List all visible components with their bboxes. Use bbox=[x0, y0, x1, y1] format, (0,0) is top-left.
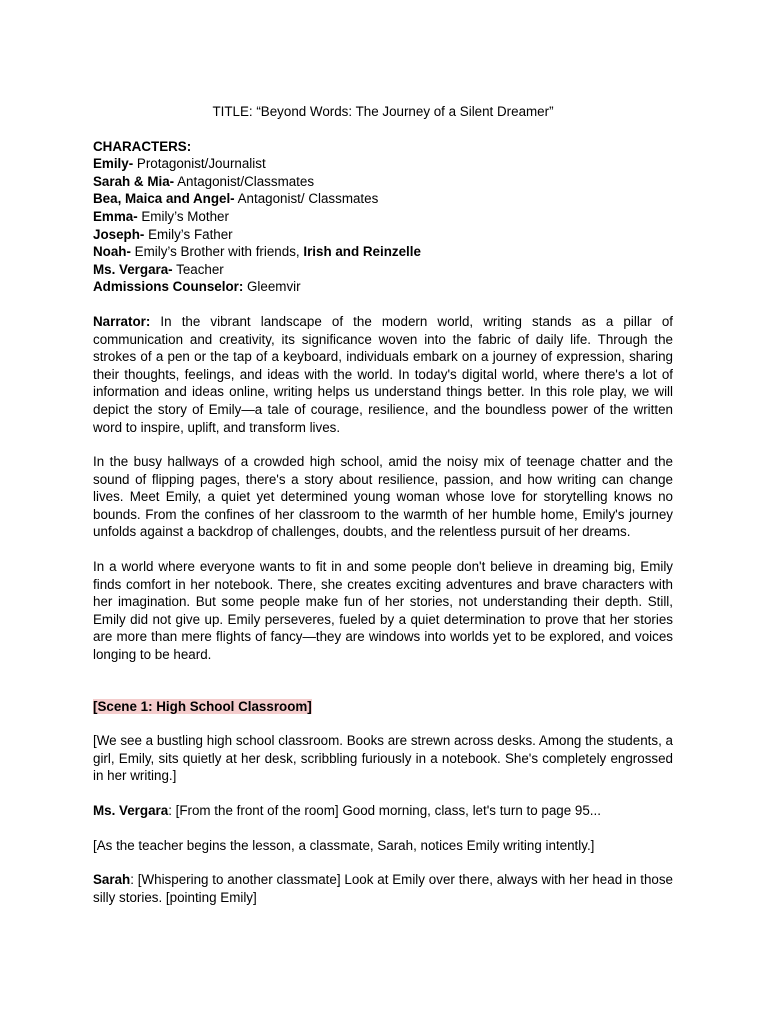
character-line bbox=[93, 190, 673, 208]
character-line bbox=[93, 173, 673, 191]
dialogue-text: : [Whispering to another classmate] Look at Emily over there, always with her head in those silly stories. [pointing Emily] bbox=[93, 872, 673, 905]
character-role: Teacher bbox=[172, 261, 224, 277]
narrator-paragraph bbox=[93, 313, 673, 436]
character-role: Emily’s Father bbox=[144, 226, 233, 242]
story-paragraph: In a world where everyone wants to fit in and some people don't believe in dreaming big, Emily finds comfort in her notebook. There, she creates exciting adventures and brave characters with her imagination. But some people make fun of her stories, not understanding their depth. Still, Emily did not give up. Emily perseveres, fueled by a quiet determination to prove that her stories are more than mere flights of fancy—they are windows into worlds yet to be explored, and voices longing to be heard. bbox=[93, 559, 673, 663]
stage-direction: [As the teacher begins the lesson, a classmate, Sarah, notices Emily writing intently.] bbox=[93, 837, 595, 853]
character-role: Protagonist/Journalist bbox=[133, 156, 266, 172]
character-name: Sarah & Mia- bbox=[93, 173, 175, 189]
character-name: Emma- bbox=[93, 208, 138, 224]
character-line bbox=[93, 243, 673, 261]
character-name: Ms. Vergara- bbox=[93, 261, 173, 277]
stage-direction: [We see a bustling high school classroom. Books are strewn across desks. Among the students, a girl, Emily, sits quietly at her desk, scribbling furiously in a notebook. She's completely engrossed in her writing.] bbox=[93, 733, 673, 784]
characters-heading: CHARACTERS: bbox=[93, 138, 192, 154]
character-line bbox=[93, 226, 673, 244]
character-line bbox=[93, 155, 673, 173]
character-role: Emily’s Mother bbox=[137, 208, 229, 224]
character-role: Antagonist/ Classmates bbox=[234, 191, 379, 207]
character-line bbox=[93, 261, 673, 279]
character-friends: Irish and Reinzelle bbox=[303, 244, 421, 260]
character-name: Noah- bbox=[93, 244, 131, 260]
speaker-name: Ms. Vergara bbox=[93, 803, 169, 818]
character-name: Emily- bbox=[93, 156, 134, 172]
scene-heading-text: [Scene 1: High School Classroom] bbox=[93, 698, 312, 714]
dialogue-line bbox=[93, 871, 673, 906]
character-name: Admissions Counselor: bbox=[93, 279, 244, 295]
characters-section bbox=[93, 138, 673, 296]
character-role: Gleemvir bbox=[243, 279, 301, 295]
character-role: Antagonist/Classmates bbox=[174, 173, 315, 189]
document-page bbox=[93, 103, 673, 923]
narrator-label: Narrator: bbox=[93, 313, 151, 329]
story-paragraph: In the busy hallways of a crowded high school, amid the noisy mix of teenage chatter and the sound of flipping pages, there's a story about resilience, passion, and how writing can change lives. Meet Emily, a quiet yet determined young woman whose love for storytelling knows no bounds. From the confines of her classroom to the warmth of her humble home, Emily's journey unfolds against a backdrop of challenges, doubts, and the relentless pursuit of her dreams. bbox=[93, 454, 673, 540]
dialogue-line bbox=[93, 802, 673, 820]
character-name: Bea, Maica and Angel- bbox=[93, 191, 235, 207]
character-line bbox=[93, 208, 673, 226]
narrator-text: In the vibrant landscape of the modern world, writing stands as a pillar of communication and creativity, its significance woven into the fabric of daily life. Through the strokes of a pen or the tap of a keyboard, individuals embark on a journey of expression, sharing their thoughts, feelings, and ideas with the world. In today's digital world, where there's a lot of information and ideas online, writing helps us understand things better. In this role play, we will depict the story of Emily—a tale of courage, resilience, and the boundless power of the written word to inspire, uplift, and transform lives. bbox=[93, 313, 673, 435]
scene-heading bbox=[93, 698, 673, 716]
speaker-name: Sarah bbox=[93, 872, 131, 888]
character-name: Joseph- bbox=[93, 226, 145, 242]
document-title: TITLE: “Beyond Words: The Journey of a Silent Dreamer” bbox=[212, 104, 554, 119]
character-line bbox=[93, 278, 673, 296]
dialogue-text: : [From the front of the room] Good morning, class, let's turn to page 95... bbox=[168, 803, 601, 818]
character-role: Emily’s Brother with friends, bbox=[130, 244, 304, 260]
